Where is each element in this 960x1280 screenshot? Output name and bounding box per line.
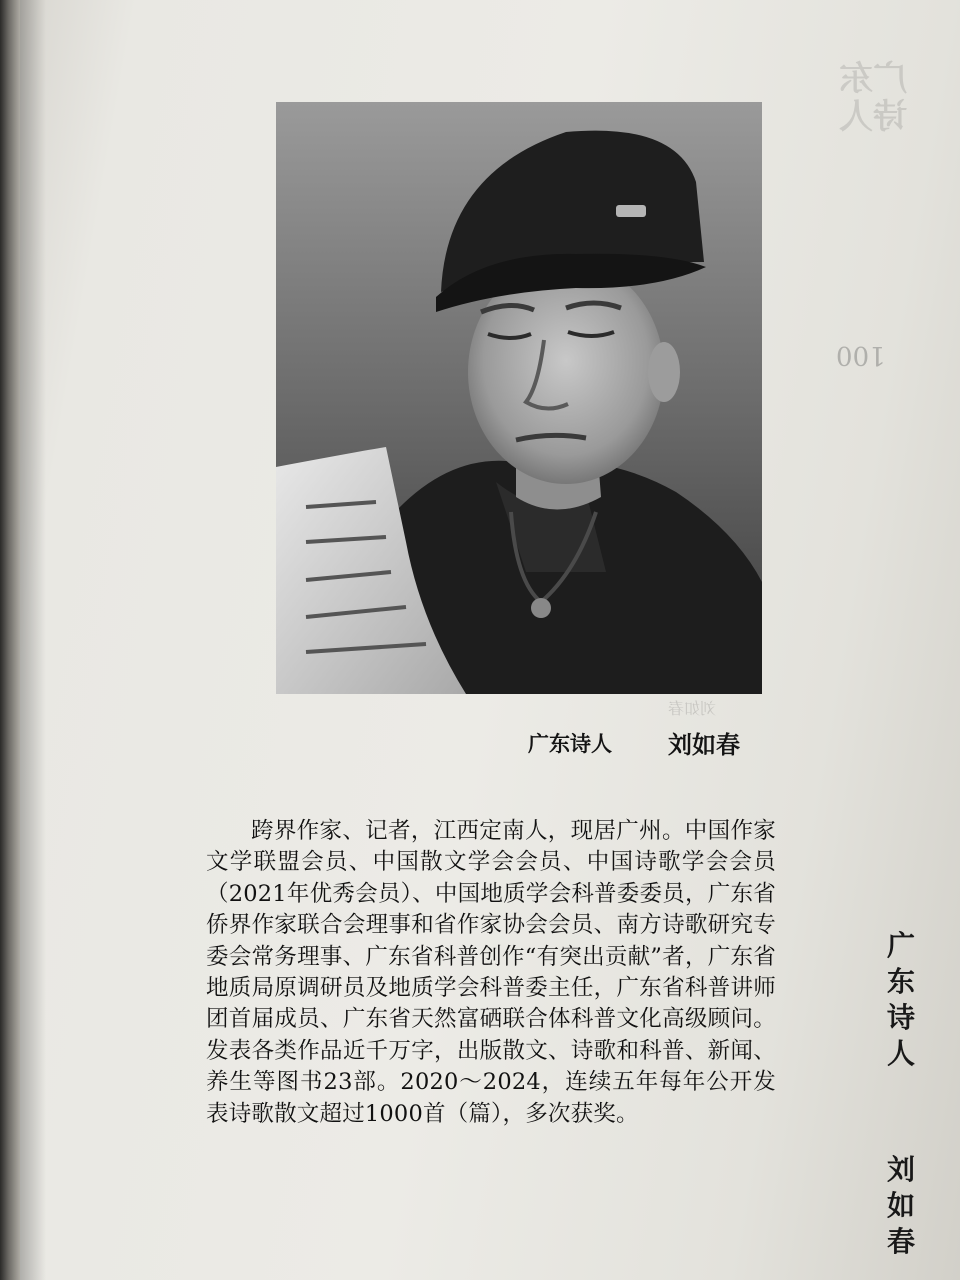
running-head-char: 刘 [886, 1153, 915, 1186]
gutter-shadow [20, 0, 46, 1280]
show-through-char: 广东诗人 [839, 59, 907, 137]
photo-caption [490, 724, 770, 758]
running-head-char: 人 [886, 1037, 915, 1070]
running-head-char: 诗 [886, 1001, 915, 1034]
bleed-line: 刘如春 [667, 699, 716, 718]
page-number: 100 [836, 340, 886, 370]
portrait-drawing [276, 102, 762, 694]
caption-group: 广东诗人 [528, 732, 612, 756]
running-head-group [876, 928, 926, 1072]
author-biography: 跨界作家、记者，江西定南人，现居广州。中国作家文学联盟会员、中国散文学会会员、中国诗歌学会会员（2021年优秀会员）、中国地质学会科普委委员，广东省侨界作家联合会理事和省作家协会会员、南方诗歌研究专委会常务理事、广东省科普创作“有突出贡献”者，广东省地质局原调研员及地质学会科普委主任，广东省科普讲师团首届成员、广东省天然富硒联合体科普文化高级顾问。发表各类作品近千万字，出版散文、诗歌和科普、新闻、养生等图书23部。2020～2024，连续五年每年公开发表诗歌散文超过1000首（篇），多次获奖。 [206, 818, 776, 1127]
show-through-text [828, 60, 918, 340]
caption-author-name: 刘如春 [668, 731, 740, 759]
cap-badge [616, 205, 646, 217]
running-head-char: 如 [886, 1189, 915, 1222]
ear [648, 342, 680, 402]
author-portrait [276, 102, 762, 694]
running-head-char: 春 [886, 1225, 915, 1258]
running-head-name [876, 1152, 926, 1260]
running-head-char: 东 [886, 965, 915, 998]
left-page-edge [0, 0, 22, 1280]
running-head-char: 广 [886, 929, 915, 962]
pendant [531, 598, 551, 618]
